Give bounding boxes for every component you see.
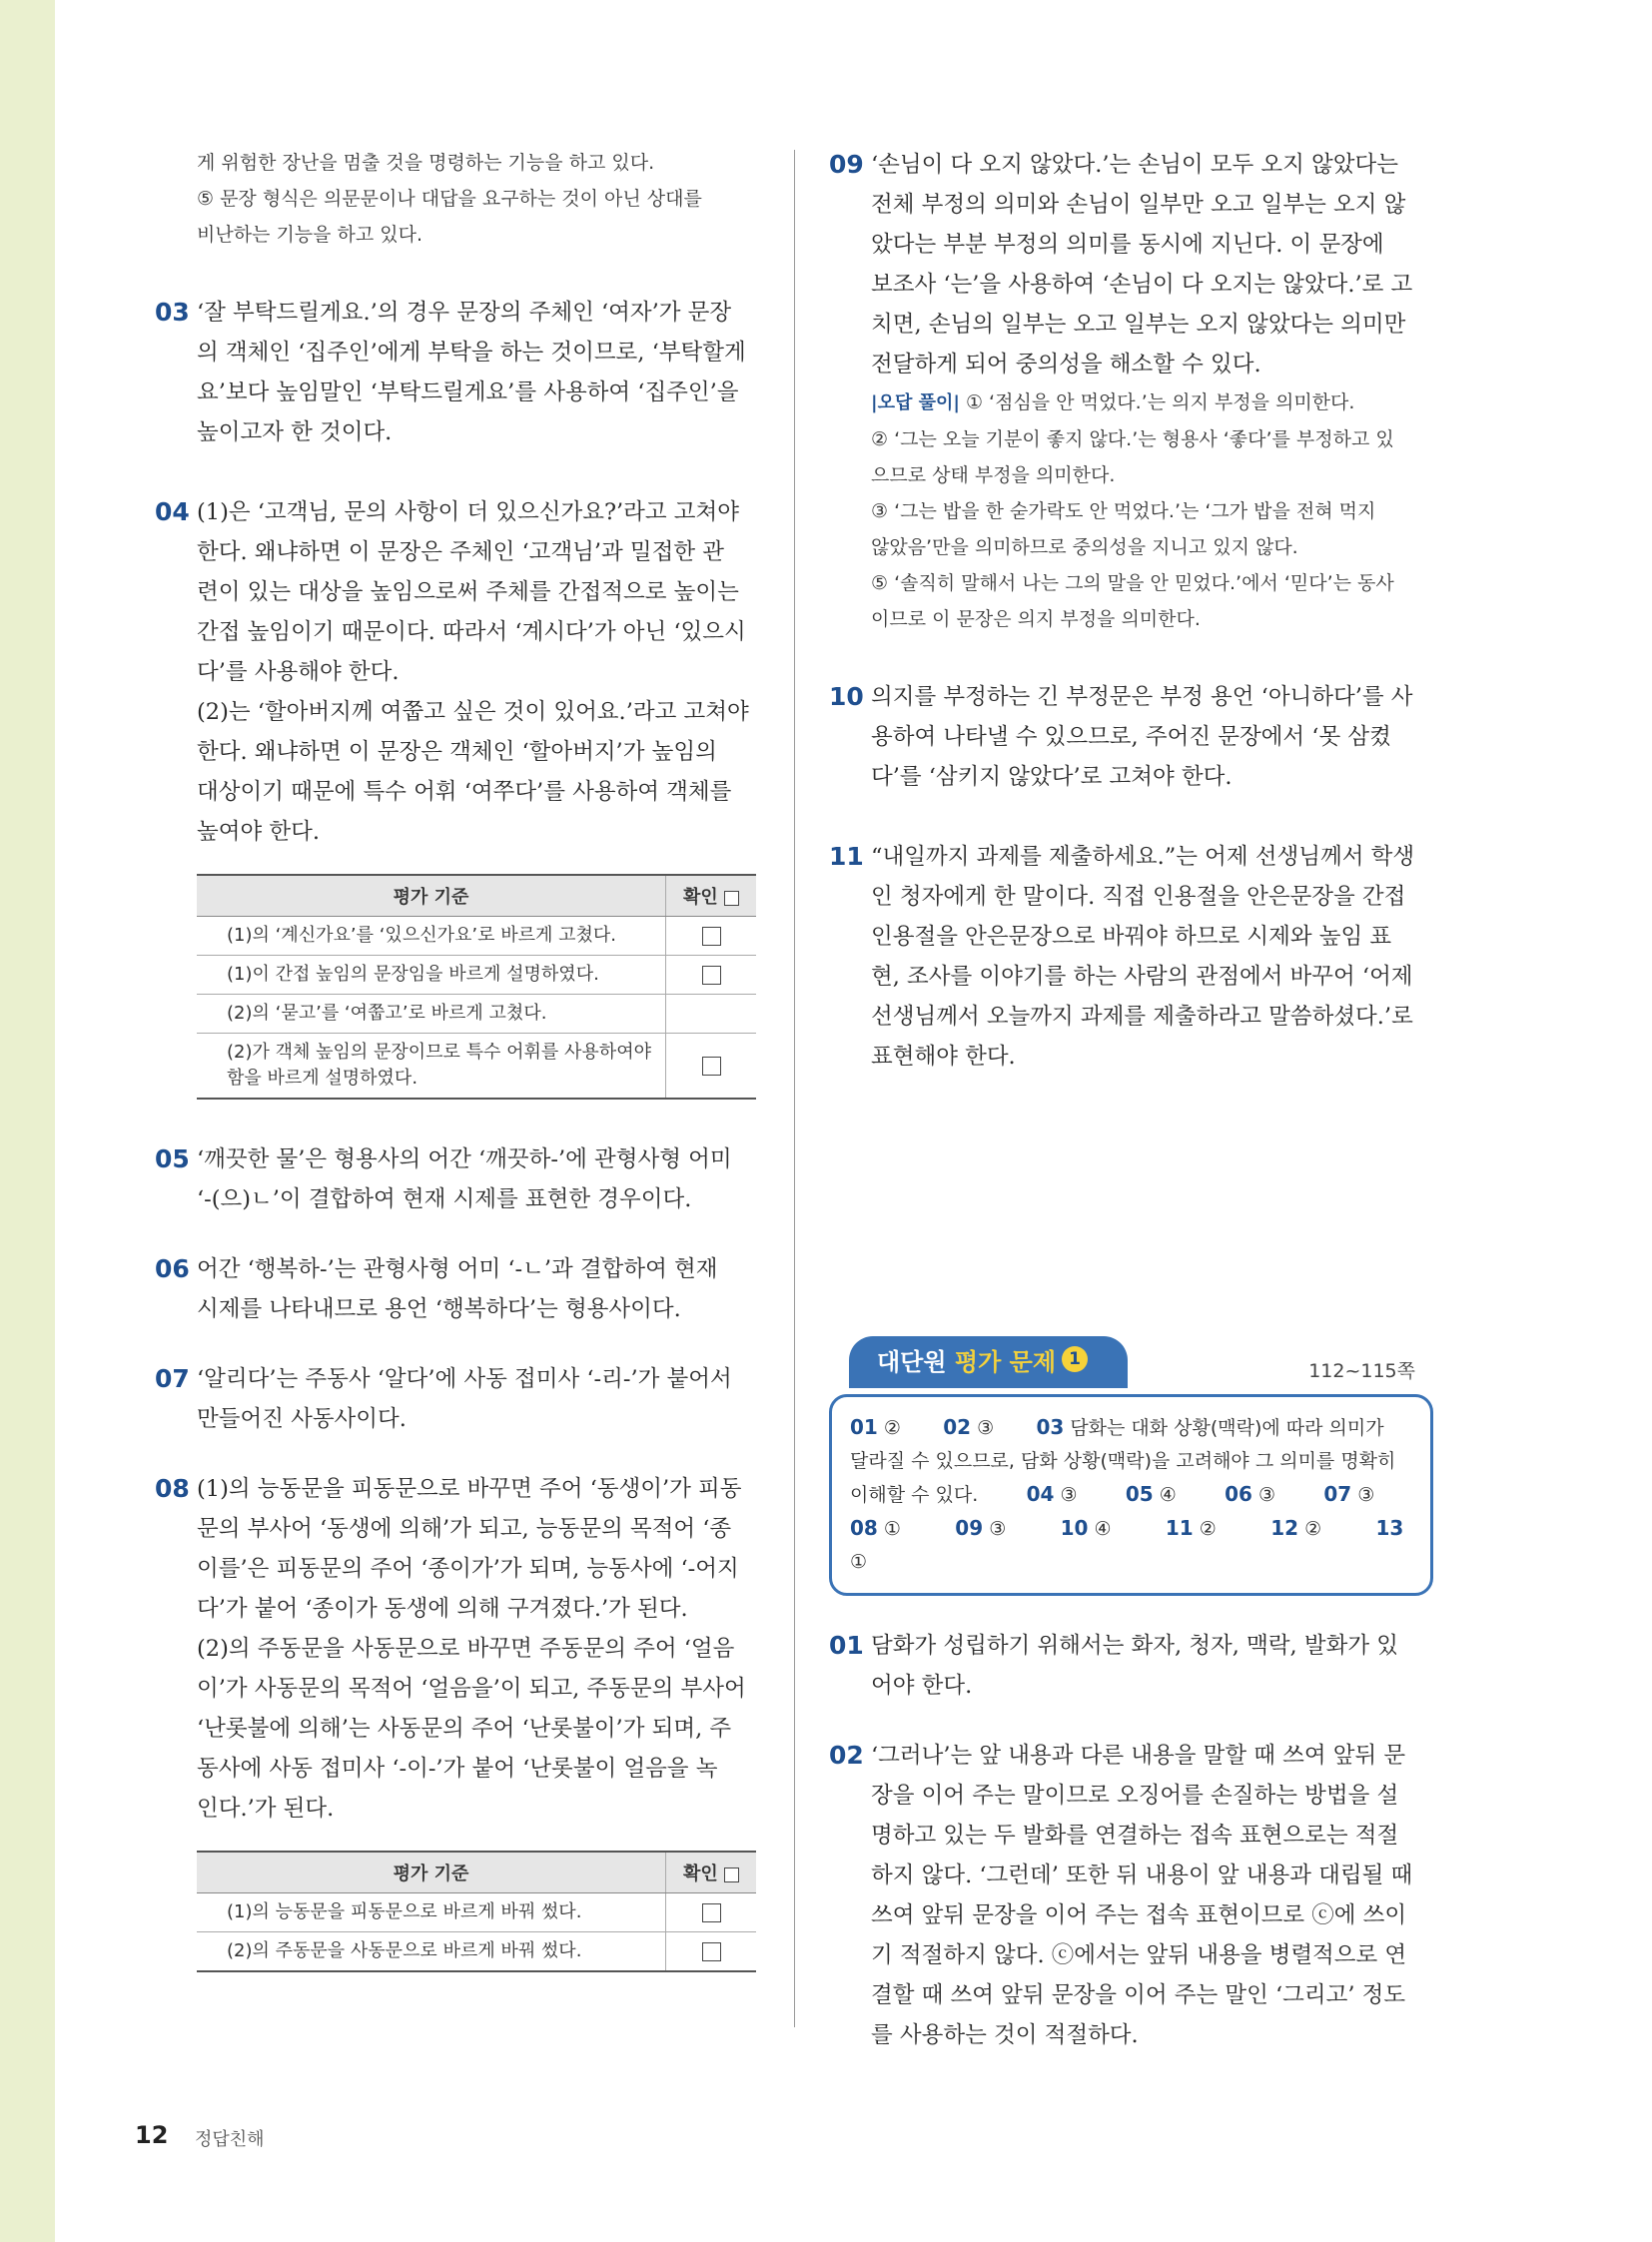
eval-answer-01 <box>829 1626 1433 1706</box>
text-line: 문의 부사어 ‘동생에 의해’가 되고, 능동문의 목적어 ‘종 <box>197 1516 732 1542</box>
text-line: 장을 이어 주는 말이므로 오징어를 손질하는 방법을 설 <box>871 1783 1399 1809</box>
side-margin-strip <box>0 0 55 2242</box>
question-number: 03 <box>155 298 190 327</box>
text-line: 요’보다 높임말인 ‘부탁드릴게요’를 사용하여 ‘집주인’을 <box>197 379 739 405</box>
text-line: ⑤ ‘솔직히 말해서 나는 그의 말을 안 믿었다.’에서 ‘믿다’는 동사 <box>871 572 1394 594</box>
table-header-criteria: 평가 기준 <box>197 1852 666 1893</box>
answer-11 <box>829 837 1433 1077</box>
answer-10 <box>829 677 1433 797</box>
text-line: ③ ‘그는 밥을 한 숟가락도 안 먹었다.’는 ‘그가 밥을 전혀 먹지 <box>871 500 1376 522</box>
answer-08 <box>155 1469 759 1829</box>
answer-05 <box>155 1139 759 1219</box>
text-line: 인 청자에게 한 말이다. 직접 인용절을 안은문장을 간접 <box>871 884 1406 910</box>
table-header-criteria: 평가 기준 <box>197 875 666 917</box>
text-line: 이’가 사동문의 목적어 ‘얼음을’이 되고, 주동문의 부사어 <box>197 1676 746 1702</box>
answer-07 <box>155 1359 759 1439</box>
text-line: 표현해야 한다. <box>871 1044 1016 1070</box>
checkbox-icon <box>724 1868 739 1882</box>
text-line: 이므로 이 문장은 의지 부정을 의미한다. <box>871 608 1201 630</box>
text-line: “내일까지 과제를 제출하세요.”는 어제 선생님께서 학생 <box>871 844 1415 870</box>
text-line: 련이 있는 대상을 높임으로써 주체를 간접적으로 높이는 <box>197 579 739 605</box>
criteria-cell: (2)가 객체 높임의 문장이므로 특수 어휘를 사용하여야 함을 바르게 설명하였다. <box>197 1034 666 1100</box>
text-line: 담화가 성립하기 위해서는 화자, 청자, 맥락, 발화가 있 <box>871 1633 1398 1659</box>
checkbox[interactable] <box>702 1942 721 1961</box>
text-line: ⑤ 문장 형식은 의문문이나 대답을 요구하는 것이 아닌 상대를 <box>197 188 702 210</box>
text-line: 명하고 있는 두 발화를 연결하는 접속 표현으로는 적절 <box>871 1823 1399 1849</box>
text-line: 의 객체인 ‘집주인’에게 부탁을 하는 것이므로, ‘부탁할게 <box>197 340 746 366</box>
text-line: 인다.’가 된다. <box>197 1796 335 1822</box>
text-line: 다’를 ‘삼키지 않았다’로 고쳐야 한다. <box>871 764 1233 790</box>
answer-06 <box>155 1249 759 1329</box>
text-line: 치면, 손님의 일부는 오고 일부는 오지 않았다는 의미만 <box>871 312 1406 338</box>
text-line: 현, 조사를 이야기를 하는 사람의 관점에서 바꾸어 ‘어제 <box>871 964 1413 990</box>
evaluation-table-08 <box>197 1851 756 1972</box>
text-line: 어간 ‘행복하-’는 관형사형 어미 ‘-ㄴ’과 결합하여 현재 <box>197 1256 718 1282</box>
unit-evaluation-badge: 대단원 평가 문제 1 <box>849 1336 1128 1388</box>
table-row <box>197 1034 756 1100</box>
text-line: 비난하는 기능을 하고 있다. <box>197 224 423 246</box>
text-line: 용하여 나타낼 수 있으므로, 주어진 문장에서 ‘못 삼켰 <box>871 724 1391 750</box>
table-row <box>197 1893 756 1932</box>
question-number: 05 <box>155 1144 190 1173</box>
text-line: (1)은 ‘고객님, 문의 사항이 더 있으신가요?’라고 고쳐야 <box>197 499 740 525</box>
continued-text <box>155 145 759 253</box>
criteria-cell: (1)의 ‘계신가요’를 ‘있으신가요’로 바르게 고쳤다. <box>197 917 666 956</box>
checkbox[interactable] <box>702 1903 721 1922</box>
text-line: 하지 않다. ‘그런데’ 또한 뒤 내용이 앞 내용과 대립될 때 <box>871 1863 1413 1888</box>
text-line: ② ‘그는 오늘 기분이 좋지 않다.’는 형용사 ‘좋다’를 부정하고 있 <box>871 428 1394 450</box>
checkbox[interactable] <box>702 966 721 985</box>
wrong-answer-label: |오답 풀이| <box>871 392 960 413</box>
text-line: 았다는 부분 부정의 의미를 동시에 지닌다. 이 문장에 <box>871 232 1384 258</box>
text-line: ‘깨끗한 물’은 형용사의 어간 ‘깨끗하-’에 관형사형 어미 <box>197 1146 732 1172</box>
answer-09 <box>829 145 1433 637</box>
text-line: 이를’은 피동문의 주어 ‘종이가’가 되며, 능동사에 ‘-어지 <box>197 1556 739 1582</box>
page-range: 112~115쪽 <box>1308 1360 1415 1382</box>
answer-row: 달라질 수 있으므로, 담화 상황(맥락)을 고려해야 그 의미를 명확히 <box>850 1450 1396 1472</box>
question-number: 08 <box>155 1474 190 1503</box>
text-line: 결할 때 쓰여 앞뒤 문장을 이어 주는 말인 ‘그리고’ 정도 <box>871 1982 1406 2008</box>
text-line: (1)의 능동문을 피동문으로 바꾸면 주어 ‘동생이’가 피동 <box>197 1476 742 1502</box>
text-line: 전체 부정의 의미와 손님이 일부만 오고 일부는 오지 않 <box>871 192 1406 218</box>
text-line: 선생님께서 오늘까지 과제를 제출하라고 말씀하셨다.’로 <box>871 1004 1413 1030</box>
table-header-check: 확인 <box>666 1852 757 1893</box>
answer-04 <box>155 492 759 852</box>
right-column <box>829 145 1433 2055</box>
criteria-cell: (2)의 주동문을 사동문으로 바르게 바꿔 썼다. <box>197 1932 666 1972</box>
badge-number-icon: 1 <box>1062 1346 1088 1372</box>
text-line: 전달하게 되어 중의성을 해소할 수 있다. <box>871 352 1261 377</box>
criteria-cell: (1)이 간접 높임의 문장임을 바르게 설명하였다. <box>197 956 666 995</box>
text-line: 어야 한다. <box>871 1673 973 1699</box>
criteria-cell: (1)의 능동문을 피동문으로 바르게 바꿔 썼다. <box>197 1893 666 1932</box>
text-line: |오답 풀이| ① ‘점심을 안 먹었다.’는 의지 부정을 의미한다. <box>871 384 1433 421</box>
answer-03 <box>155 293 759 452</box>
eval-answer-02 <box>829 1736 1433 2055</box>
text-line: 한다. 왜냐하면 이 문장은 주체인 ‘고객님’과 밀접한 관 <box>197 539 724 565</box>
text-line: ‘손님이 다 오지 않았다.’는 손님이 모두 오지 않았다는 <box>871 152 1398 178</box>
table-header-check: 확인 <box>666 875 757 917</box>
text-line: 높여야 한다. <box>197 819 320 845</box>
answer-row: 이해할 수 있다. 04 ③ 05 ④ 06 ③ 07 ③ <box>850 1482 1375 1506</box>
question-number: 11 <box>829 842 864 871</box>
text-line: ‘잘 부탁드릴게요.’의 경우 문장의 주체인 ‘여자’가 문장 <box>197 300 732 326</box>
criteria-cell: (2)의 ‘묻고’를 ‘여쭙고’로 바르게 고쳤다. <box>197 995 666 1034</box>
checkbox-icon <box>724 891 739 906</box>
text-line: ‘알리다’는 주동사 ‘알다’에 사동 접미사 ‘-리-’가 붙어서 <box>197 1366 732 1392</box>
question-number: 04 <box>155 497 190 526</box>
question-number: 09 <box>829 150 864 179</box>
text-line: ‘난롯불에 의해’는 사동문의 주어 ‘난롯불이’가 되며, 주 <box>197 1716 732 1742</box>
text-line: 높이고자 한 것이다. <box>197 419 393 445</box>
text-line: 으므로 상태 부정을 의미한다. <box>871 464 1116 486</box>
footer-label: 정답친해 <box>195 2129 265 2150</box>
text-line: 인용절을 안은문장으로 바꿔야 하므로 시제와 높임 표 <box>871 924 1392 950</box>
question-number: 01 <box>829 1631 864 1660</box>
text-line: 시제를 나타내므로 용언 ‘행복하다’는 형용사이다. <box>197 1296 681 1322</box>
question-number: 07 <box>155 1364 190 1393</box>
checkbox[interactable] <box>702 1057 721 1076</box>
table-row <box>197 917 756 956</box>
text-line: 게 위험한 장난을 멈출 것을 명령하는 기능을 하고 있다. <box>197 152 655 174</box>
table-row <box>197 995 756 1034</box>
text-line: 동사에 사동 접미사 ‘-이-’가 붙어 ‘난롯불이 얼음을 녹 <box>197 1756 718 1782</box>
text-line: ‘-(으)ㄴ’이 결합하여 현재 시제를 표현한 경우이다. <box>197 1186 692 1212</box>
question-number: 10 <box>829 682 864 711</box>
answer-key-box <box>829 1394 1433 1596</box>
text-line: 다’가 붙어 ‘종이가 동생에 의해 구겨졌다.’가 된다. <box>197 1596 688 1622</box>
text-line: (2)는 ‘할아버지께 여쭙고 싶은 것이 있어요.’라고 고쳐야 <box>197 699 749 725</box>
text-line: 쓰여 앞뒤 문장을 이어 주는 접속 표현이므로 ⓒ에 쓰이 <box>871 1902 1407 1928</box>
text-line: 기 적절하지 않다. ⓒ에서는 앞뒤 내용을 병렬적으로 연 <box>871 1942 1407 1968</box>
column-divider <box>794 150 795 2027</box>
evaluation-table-04 <box>197 874 756 1100</box>
text-line: 만들어진 사동사이다. <box>197 1406 407 1432</box>
question-number: 06 <box>155 1254 190 1283</box>
text-line: 의지를 부정하는 긴 부정문은 부정 용언 ‘아니하다’를 사 <box>871 684 1413 710</box>
answer-row: 08 ① 09 ③ 10 ④ 11 ② 12 ② 13 ① <box>850 1516 1404 1573</box>
text-line: 한다. 왜냐하면 이 문장은 객체인 ‘할아버지’가 높임의 <box>197 739 717 765</box>
text-line: (2)의 주동문을 사동문으로 바꾸면 주동문의 주어 ‘얼음 <box>197 1636 735 1662</box>
text-line: 않았음’만을 의미하므로 중의성을 지니고 있지 않다. <box>871 536 1298 558</box>
table-row <box>197 1932 756 1972</box>
question-number: 02 <box>829 1741 864 1770</box>
answer-row: 01 ② 02 ③ 03 담화는 대화 상황(맥락)에 따라 의미가 <box>850 1415 1384 1439</box>
unit-evaluation-header <box>829 1336 1433 1400</box>
page-number: 12 <box>135 2121 169 2149</box>
checkbox[interactable] <box>702 927 721 946</box>
text-line: 대상이기 때문에 특수 어휘 ‘여쭈다’를 사용하여 객체를 <box>197 779 732 805</box>
table-row <box>197 956 756 995</box>
text-line: 간접 높임이기 때문이다. 따라서 ‘계시다’가 아닌 ‘있으시 <box>197 619 746 645</box>
text-line: 를 사용하는 것이 적절하다. <box>871 2022 1139 2048</box>
left-column <box>155 145 759 1972</box>
text-line: 다’를 사용해야 한다. <box>197 659 400 685</box>
unit-evaluation-section <box>829 1336 1433 1596</box>
text-line: ‘그러나’는 앞 내용과 다른 내용을 말할 때 쓰여 앞뒤 문 <box>871 1743 1406 1769</box>
text-line: 보조사 ‘는’을 사용하여 ‘손님이 다 오지는 않았다.’로 고 <box>871 272 1413 298</box>
